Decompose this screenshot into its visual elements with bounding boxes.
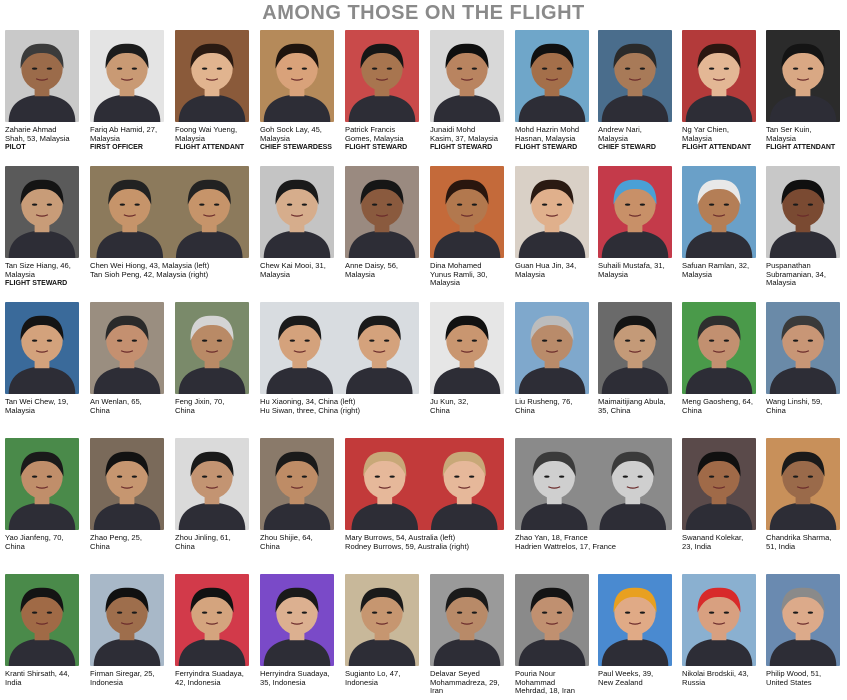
passenger-card xyxy=(766,438,840,564)
passenger-photo xyxy=(766,30,840,122)
passenger-photo xyxy=(766,574,840,666)
passenger-photo xyxy=(345,166,419,258)
passenger-card xyxy=(682,302,756,428)
passenger-photo xyxy=(682,438,756,530)
passenger-photo xyxy=(5,166,79,258)
passenger-caption: Puspanathan Subramanian, 34, Malaysia xyxy=(766,261,826,288)
passenger-role: CHIEF STEWARD xyxy=(598,144,656,152)
passenger-caption: Liu Rusheng, 76, China xyxy=(515,397,573,415)
passenger-caption: Meng Gaosheng, 64, China xyxy=(682,397,753,415)
passenger-card xyxy=(345,574,419,700)
passenger-photo xyxy=(515,30,589,122)
passenger-card xyxy=(430,30,504,156)
passenger-caption: Zaharie Ahmad Shah, 53, Malaysia xyxy=(5,125,70,143)
passenger-caption: Chew Kai Mooi, 31, Malaysia xyxy=(260,261,326,279)
passenger-caption: Wang Linshi, 59, China xyxy=(766,397,823,415)
passenger-caption: Anne Daisy, 56, Malaysia xyxy=(345,261,399,279)
passenger-caption: Safuan Ramlan, 32, Malaysia xyxy=(682,261,750,279)
passenger-card xyxy=(766,166,840,292)
passenger-caption: An Wenlan, 65, China xyxy=(90,397,142,415)
passenger-photo xyxy=(345,438,504,530)
passenger-card xyxy=(766,302,840,428)
passenger-caption: Delavar Seyed Mohammadreza, 29, Iran xyxy=(430,669,500,696)
passenger-photo xyxy=(260,574,334,666)
passenger-photo xyxy=(345,30,419,122)
passenger-card xyxy=(598,30,672,156)
passenger-photo xyxy=(598,30,672,122)
passenger-card xyxy=(260,30,334,156)
passenger-card xyxy=(260,302,419,428)
passenger-role: FIRST OFFICER xyxy=(90,144,143,152)
passenger-card xyxy=(515,438,672,564)
passenger-role: PILOT xyxy=(5,144,26,152)
passenger-card xyxy=(90,166,249,292)
passenger-caption: Firman Siregar, 25, Indonesia xyxy=(90,669,155,687)
passenger-caption: Tan Size Hiang, 46, Malaysia xyxy=(5,261,71,279)
passenger-card xyxy=(5,574,79,700)
passenger-photo xyxy=(260,166,334,258)
passenger-card xyxy=(515,302,589,428)
passenger-photo xyxy=(430,574,504,666)
passenger-caption: Nikolai Brodskii, 43, Russia xyxy=(682,669,749,687)
passenger-card xyxy=(682,166,756,292)
passenger-caption: Yao Jianfeng, 70, China xyxy=(5,533,64,551)
passenger-photo xyxy=(90,30,164,122)
passenger-photo xyxy=(5,574,79,666)
passenger-photo xyxy=(682,30,756,122)
passenger-role: FLIGHT ATTENDANT xyxy=(682,144,752,152)
passenger-photo xyxy=(515,438,672,530)
passenger-photo xyxy=(5,30,79,122)
passenger-card xyxy=(430,166,504,292)
passenger-photo xyxy=(430,166,504,258)
passenger-photo xyxy=(260,438,334,530)
passenger-photo xyxy=(175,30,249,122)
passenger-card xyxy=(682,574,756,700)
passenger-card xyxy=(175,574,249,700)
passenger-card xyxy=(90,438,164,564)
passenger-card xyxy=(766,30,840,156)
passenger-card xyxy=(345,30,419,156)
passenger-role: FLIGHT ATTENDANT xyxy=(766,144,836,152)
passenger-caption: Junaidi Mohd Kasim, 37, Malaysia xyxy=(430,125,498,143)
passenger-photo xyxy=(90,166,249,258)
passenger-card xyxy=(515,30,589,156)
passenger-card xyxy=(175,30,249,156)
passenger-card xyxy=(515,574,589,700)
passenger-card xyxy=(345,166,419,292)
passenger-caption: Fariq Ab Hamid, 27, Malaysia xyxy=(90,125,158,143)
passenger-photo xyxy=(682,302,756,394)
passenger-caption: Mary Burrows, 54, Australia (left) Rodney Burrows, 59, Australia (right) xyxy=(345,533,470,551)
passenger-photo xyxy=(175,302,249,394)
passenger-card xyxy=(90,302,164,428)
passenger-caption: Zhou Shijie, 64, China xyxy=(260,533,313,551)
passenger-card xyxy=(345,438,504,564)
passenger-card xyxy=(90,30,164,156)
passenger-caption: Sugianto Lo, 47, Indonesia xyxy=(345,669,401,687)
passenger-photo xyxy=(90,574,164,666)
passenger-photo xyxy=(682,166,756,258)
passenger-role: FLIGHT STEWARD xyxy=(430,144,493,152)
passenger-photo xyxy=(175,574,249,666)
passenger-photo xyxy=(260,30,334,122)
passenger-card xyxy=(90,574,164,700)
passenger-photo xyxy=(515,302,589,394)
passenger-caption: Maimaitijiang Abula, 35, China xyxy=(598,397,666,415)
passenger-caption: Dina Mohamed Yunus Ramli, 30, Malaysia xyxy=(430,261,488,288)
passenger-caption: Chandrika Sharma, 51, India xyxy=(766,533,832,551)
passenger-card xyxy=(682,438,756,564)
passenger-photo xyxy=(598,302,672,394)
passenger-card xyxy=(5,166,79,292)
passenger-caption: Swanand Kolekar, 23, India xyxy=(682,533,744,551)
passenger-caption: Mohd Hazrin Mohd Hasnan, Malaysia xyxy=(515,125,580,143)
passenger-card xyxy=(260,166,334,292)
passenger-photo xyxy=(598,574,672,666)
passenger-photo xyxy=(766,302,840,394)
passenger-caption: Suhaili Mustafa, 31, Malaysia xyxy=(598,261,665,279)
passenger-role: FLIGHT STEWARD xyxy=(515,144,578,152)
passenger-caption: Ju Kun, 32, China xyxy=(430,397,469,415)
passenger-caption: Feng Jixin, 70, China xyxy=(175,397,225,415)
passenger-card xyxy=(598,574,672,700)
passenger-card xyxy=(260,574,334,700)
passenger-photo xyxy=(175,438,249,530)
passenger-caption: Tan Wei Chew, 19, Malaysia xyxy=(5,397,69,415)
passenger-card xyxy=(766,574,840,700)
passenger-card xyxy=(175,302,249,428)
passenger-caption: Hu Xiaoning, 34, China (left) Hu Siwan, three, China (right) xyxy=(260,397,361,415)
passenger-photo xyxy=(90,302,164,394)
passenger-role: CHIEF STEWARDESS xyxy=(260,144,332,152)
passenger-role: FLIGHT STEWARD xyxy=(345,144,408,152)
passenger-caption: Kranti Shirsath, 44, India xyxy=(5,669,70,687)
passenger-card xyxy=(430,302,504,428)
passenger-caption: Ng Yar Chien, Malaysia xyxy=(682,125,729,143)
passenger-photo xyxy=(430,30,504,122)
passenger-caption: Pouria Nour Mohammad Mehrdad, 18, Iran xyxy=(515,669,575,696)
passenger-photo xyxy=(90,438,164,530)
passenger-card xyxy=(5,30,79,156)
passenger-role: FLIGHT ATTENDANT xyxy=(175,144,245,152)
passenger-caption: Zhou Jinling, 61, China xyxy=(175,533,231,551)
passenger-card xyxy=(175,438,249,564)
passenger-photo xyxy=(515,166,589,258)
passenger-card xyxy=(682,30,756,156)
passenger-photo xyxy=(766,438,840,530)
passenger-photo xyxy=(5,302,79,394)
passenger-caption: Tan Ser Kuin, Malaysia xyxy=(766,125,812,143)
passenger-caption: Guan Hua Jin, 34, Malaysia xyxy=(515,261,577,279)
passenger-caption: Andrew Nari, Malaysia xyxy=(598,125,642,143)
passenger-photo xyxy=(5,438,79,530)
passenger-caption: Ferryindra Suadaya, 42, Indonesia xyxy=(175,669,244,687)
passenger-photo xyxy=(430,302,504,394)
passenger-caption: Herryindra Suadaya, 35, Indonesia xyxy=(260,669,330,687)
passenger-caption: Paul Weeks, 39, New Zealand xyxy=(598,669,654,687)
passenger-caption: Goh Sock Lay, 45, Malaysia xyxy=(260,125,322,143)
passenger-card xyxy=(5,438,79,564)
passenger-photo xyxy=(682,574,756,666)
passenger-photo xyxy=(766,166,840,258)
passenger-photo xyxy=(345,574,419,666)
passenger-caption: Zhao Peng, 25, China xyxy=(90,533,142,551)
passenger-caption: Patrick Francis Gomes, Malaysia xyxy=(345,125,404,143)
passenger-card xyxy=(598,302,672,428)
passenger-card xyxy=(430,574,504,700)
passenger-card xyxy=(515,166,589,292)
passenger-photo xyxy=(598,166,672,258)
passenger-photo xyxy=(260,302,419,394)
passenger-card xyxy=(260,438,334,564)
passenger-photo xyxy=(515,574,589,666)
passenger-role: FLIGHT STEWARD xyxy=(5,280,68,288)
page-title: AMONG THOSE ON THE FLIGHT xyxy=(262,2,585,24)
passenger-caption: Foong Wai Yueng, Malaysia xyxy=(175,125,238,143)
passenger-caption: Zhao Yan, 18, France Hadrien Wattrelos, 17, France xyxy=(515,533,617,551)
passenger-caption: Philip Wood, 51, United States xyxy=(766,669,822,687)
passenger-card xyxy=(5,302,79,428)
passenger-caption: Chen Wei Hiong, 43, Malaysia (left) Tan Sioh Peng, 42, Malaysia (right) xyxy=(90,261,210,279)
passenger-card xyxy=(598,166,672,292)
